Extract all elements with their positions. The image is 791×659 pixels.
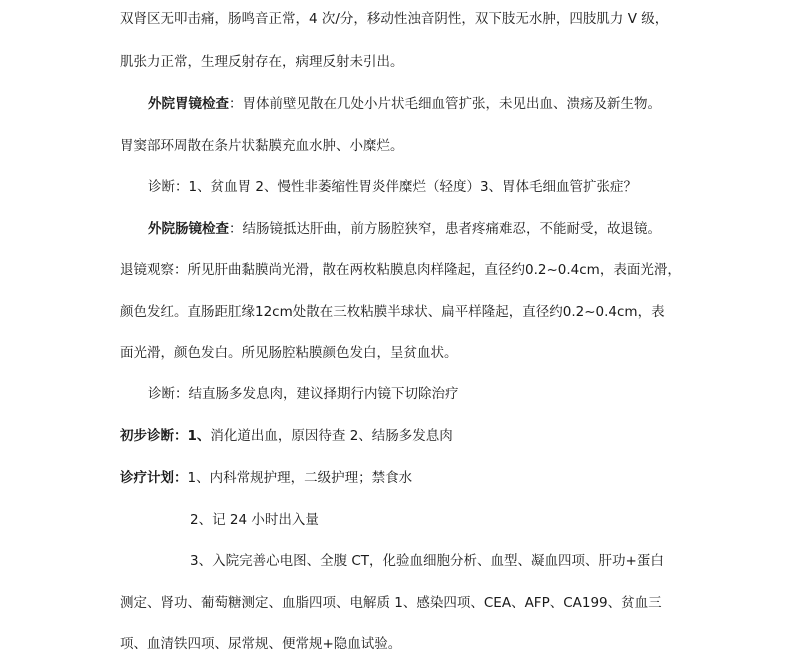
plan-label: 诊疗计划： [120,470,188,486]
exam-line-1: 双肾区无叩击痛，肠鸣音正常，4 次/分，移动性浊音阴性，双下肢无水肿，四肢肌力 V 级， [120,11,669,27]
colonoscopy-text-3: 颜色发红。直肠距肛缘12cm处散在三枚粘膜半球状、扁平样隆起，直径约0.2~0.4cm，表 [120,304,665,320]
colonoscopy-diagnosis: 诊断：结直肠多发息肉，建议择期行内镜下切除治疗 [148,386,459,402]
colonoscopy-text-1: ：结肠镜抵达肝曲，前方肠腔狭窄，患者疼痛难忍，不能耐受，故退镜。 [229,221,661,237]
plan-item-2: 2、记 24 小时出入量 [190,512,319,528]
plan-item-3c: 项、血清铁四项、尿常规、便常规+隐血试验。 [120,636,402,652]
preliminary-text: 消化道出血，原因待查 2、结肠多发息肉 [210,428,453,444]
gastroscopy-text-2: 胃窦部环周散在条片状黏膜充血水肿、小糜烂。 [120,138,404,154]
plan-item-3a: 3、入院完善心电图、全腹 CT，化验血细胞分析、血型、凝血四项、肝功+蛋白 [190,553,664,569]
colonoscopy-text-4: 面光滑，颜色发白。所见肠腔粘膜颜色发白，呈贫血状。 [120,345,458,361]
exam-line-2: 肌张力正常，生理反射存在，病理反射未引出。 [120,54,404,70]
plan-line-1 [120,468,412,488]
colonoscopy-label: 外院肠镜检查 [148,221,229,237]
gastroscopy-text-1: ：胃体前壁见散在几处小片状毛细血管扩张，未见出血、溃疡及新生物。 [229,96,661,112]
colonoscopy-paragraph [148,219,661,239]
gastroscopy-paragraph [148,94,661,114]
preliminary-diagnosis [120,426,453,446]
colonoscopy-text-2: 退镜观察：所见肝曲黏膜尚光滑，散在两枚粘膜息肉样隆起，直径约0.2~0.4cm，表面光滑， [120,262,681,278]
plan-item-1: 1、内科常规护理，二级护理；禁食水 [187,470,413,486]
plan-item-3b: 测定、肾功、葡萄糖测定、血脂四项、电解质 1、感染四项、CEA、AFP、CA199、贫血三 [120,595,662,611]
gastroscopy-diagnosis: 诊断：1、贫血胃 2、慢性非萎缩性胃炎伴糜烂（轻度）3、胃体毛细血管扩张症？ [148,179,638,195]
preliminary-label: 初步诊断： [120,428,188,444]
gastroscopy-label: 外院胃镜检查 [148,96,229,112]
preliminary-number: 1、 [187,428,211,444]
